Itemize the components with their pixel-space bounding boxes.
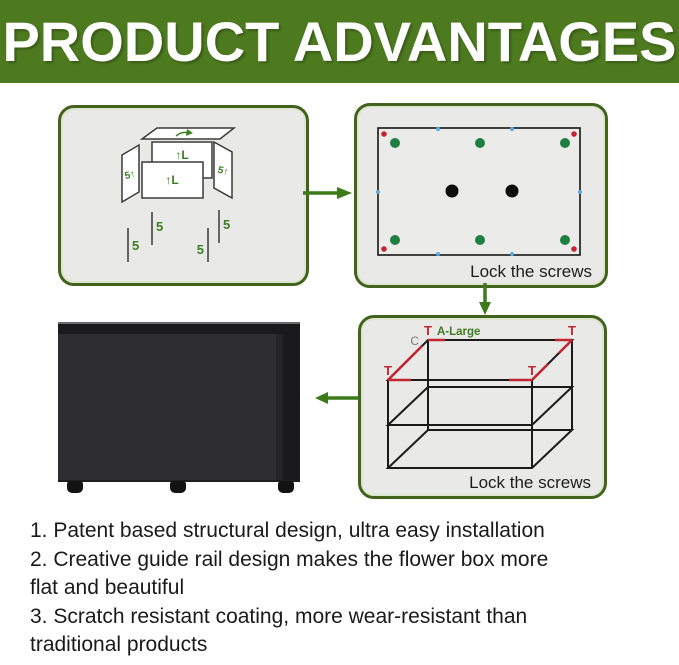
planter-foot <box>278 481 294 493</box>
advantage-line-5: traditional products <box>30 633 208 656</box>
advantage-line-4: 3. Scratch resistant coating, more wear-resistant than <box>30 604 528 628</box>
advantages-list <box>30 517 660 660</box>
guide-rails <box>128 210 219 262</box>
svg-text:T: T <box>568 323 576 338</box>
rail-label-3: 5 <box>196 242 204 257</box>
header-banner <box>0 0 679 83</box>
back-panel-label: ↑L <box>175 148 189 162</box>
advantage-line-2: 2. Creative guide rail design makes the flower box more <box>30 547 549 571</box>
arrow-left-icon <box>315 390 359 406</box>
arrow-right-icon <box>303 185 353 201</box>
label-c: C <box>410 334 419 348</box>
planter-product-image <box>58 322 300 493</box>
svg-text:T: T <box>424 323 432 338</box>
exploded-panels-diagram <box>61 108 300 277</box>
step1-panels-box <box>58 105 309 286</box>
rail-label-4: 5 <box>223 217 231 232</box>
step3-caption: Lock the screws <box>469 473 591 492</box>
front-panel-label: ↑L <box>165 173 179 187</box>
right-panel-label: 5↑ <box>216 164 230 179</box>
step3-frame-box <box>358 315 607 499</box>
rail-label-2: 5 <box>156 219 164 234</box>
arrow-down-icon <box>477 283 493 315</box>
step2-caption: Lock the screws <box>470 262 592 281</box>
planter-front-face <box>58 334 300 482</box>
page-title: PRODUCT ADVANTAGES <box>2 10 677 73</box>
svg-text:T: T <box>528 363 536 378</box>
svg-text:T: T <box>384 363 392 378</box>
frame-wireframe-diagram <box>361 318 598 490</box>
rail-label-1: 5 <box>132 238 140 253</box>
advantage-line-1: 1. Patent based structural design, ultra easy installation <box>30 519 545 542</box>
screw-panel-diagram <box>357 106 599 279</box>
planter-foot <box>67 481 83 493</box>
wireframe-lines <box>388 340 572 468</box>
step2-screws-box <box>354 103 608 288</box>
left-panel-label: 5↑ <box>123 168 137 183</box>
planter-foot <box>170 481 186 493</box>
advantage-line-3: flat and beautiful <box>30 576 185 599</box>
label-a-large: A-Large <box>437 326 481 338</box>
planter-rim <box>58 322 300 334</box>
